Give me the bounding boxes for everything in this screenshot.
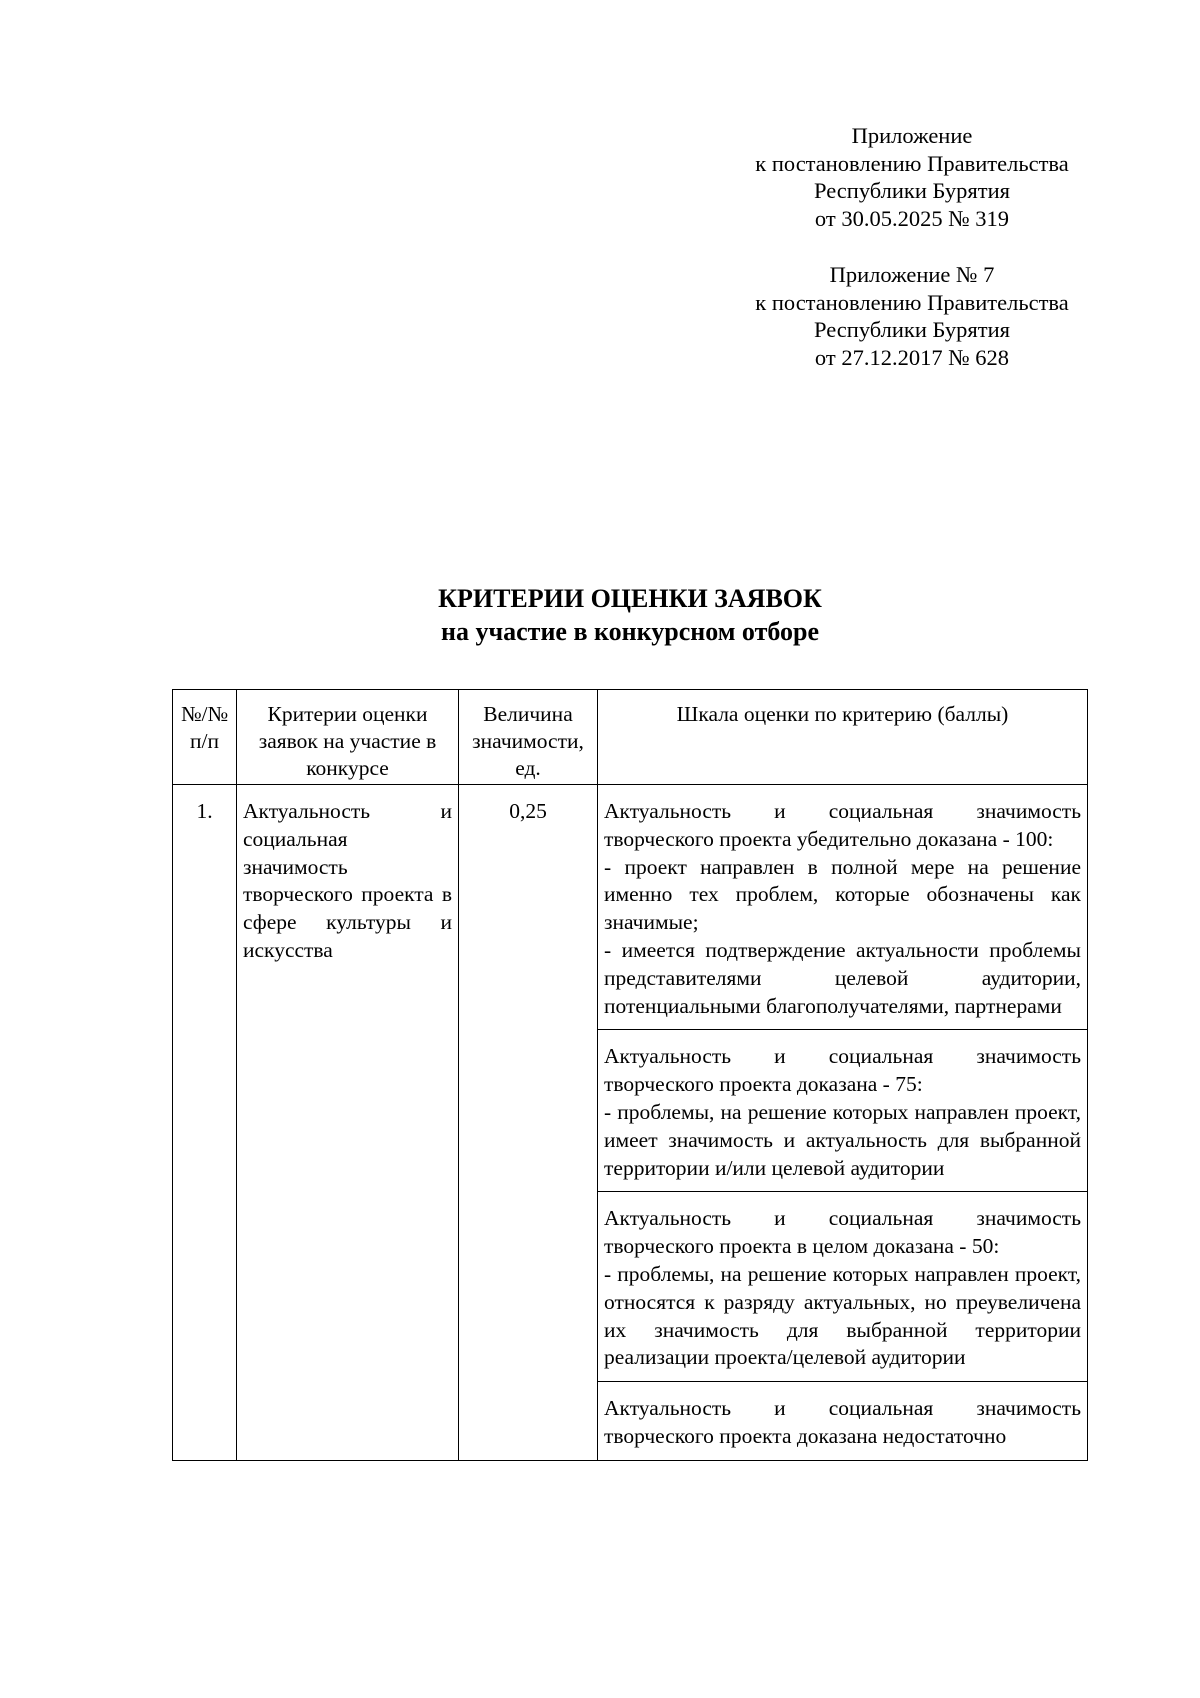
scale-heading: Актуальность и социальная значимость творческого проекта в целом доказана - 50: bbox=[604, 1206, 1081, 1259]
row-number: 1. bbox=[173, 785, 237, 1461]
criteria-table bbox=[172, 689, 1088, 1461]
row-weight: 0,25 bbox=[459, 785, 598, 1461]
document-subtitle: на участие в конкурсном отборе bbox=[440, 617, 820, 646]
appendix-line: к постановлению Правительства bbox=[755, 150, 1069, 176]
appendix-line: Приложение bbox=[851, 123, 973, 148]
table-header-row bbox=[173, 690, 1088, 785]
appendix-line: от 30.05.2025 № 319 bbox=[814, 205, 1010, 231]
scale-item: - проблемы, на решение которых направлен проект, имеет значимость и актуальность для выбранной территории и/или целевой аудитории bbox=[604, 1099, 1081, 1180]
row-criteria: Актуальность и социальная значимость творческого проекта в сфере культуры и искусства bbox=[237, 785, 459, 1461]
scale-level-100 bbox=[598, 785, 1088, 1030]
header-scale: Шкала оценки по критерию (баллы) bbox=[598, 690, 1088, 785]
scale-item: - проблемы, на решение которых направлен проект, относятся к разряду актуальных, но преувеличена их значимость для выбранной территории реализации проекта/целевой аудитории bbox=[604, 1261, 1081, 1370]
appendix-line: к постановлению Правительства bbox=[755, 289, 1069, 315]
scale-level-50 bbox=[598, 1192, 1088, 1382]
document-title: КРИТЕРИИ ОЦЕНКИ ЗАЯВОК bbox=[438, 584, 822, 613]
appendix-line: Республики Бурятия bbox=[814, 317, 1010, 342]
table-row bbox=[173, 785, 1088, 1030]
appendix-reference-original bbox=[737, 261, 1087, 371]
scale-level-insufficient bbox=[598, 1382, 1088, 1461]
header-criteria: Критерии оценки заявок на участие в конкурсе bbox=[237, 690, 459, 785]
scale-heading: Актуальность и социальная значимость творческого проекта доказана недостаточно bbox=[604, 1396, 1081, 1448]
appendix-line: Приложение № 7 bbox=[829, 262, 995, 287]
header-number: №/№ п/п bbox=[173, 690, 237, 785]
scale-item: - имеется подтверждение актуальности проблемы представителями целевой аудитории, потенциальными благополучателями, партнерами bbox=[604, 937, 1081, 1018]
scale-item: - проект направлен в полной мере на решение именно тех проблем, которые обозначены как значимые; bbox=[604, 854, 1081, 935]
header-weight: Величина значимости, ед. bbox=[459, 690, 598, 785]
scale-level-75 bbox=[598, 1030, 1088, 1192]
scale-heading: Актуальность и социальная значимость творческого проекта доказана - 75: bbox=[604, 1044, 1081, 1097]
appendix-line: Республики Бурятия bbox=[814, 178, 1010, 203]
appendix-reference-current bbox=[737, 122, 1087, 232]
scale-heading: Актуальность и социальная значимость творческого проекта убедительно доказана - 100: bbox=[604, 799, 1081, 851]
appendix-line: от 27.12.2017 № 628 bbox=[814, 344, 1010, 370]
